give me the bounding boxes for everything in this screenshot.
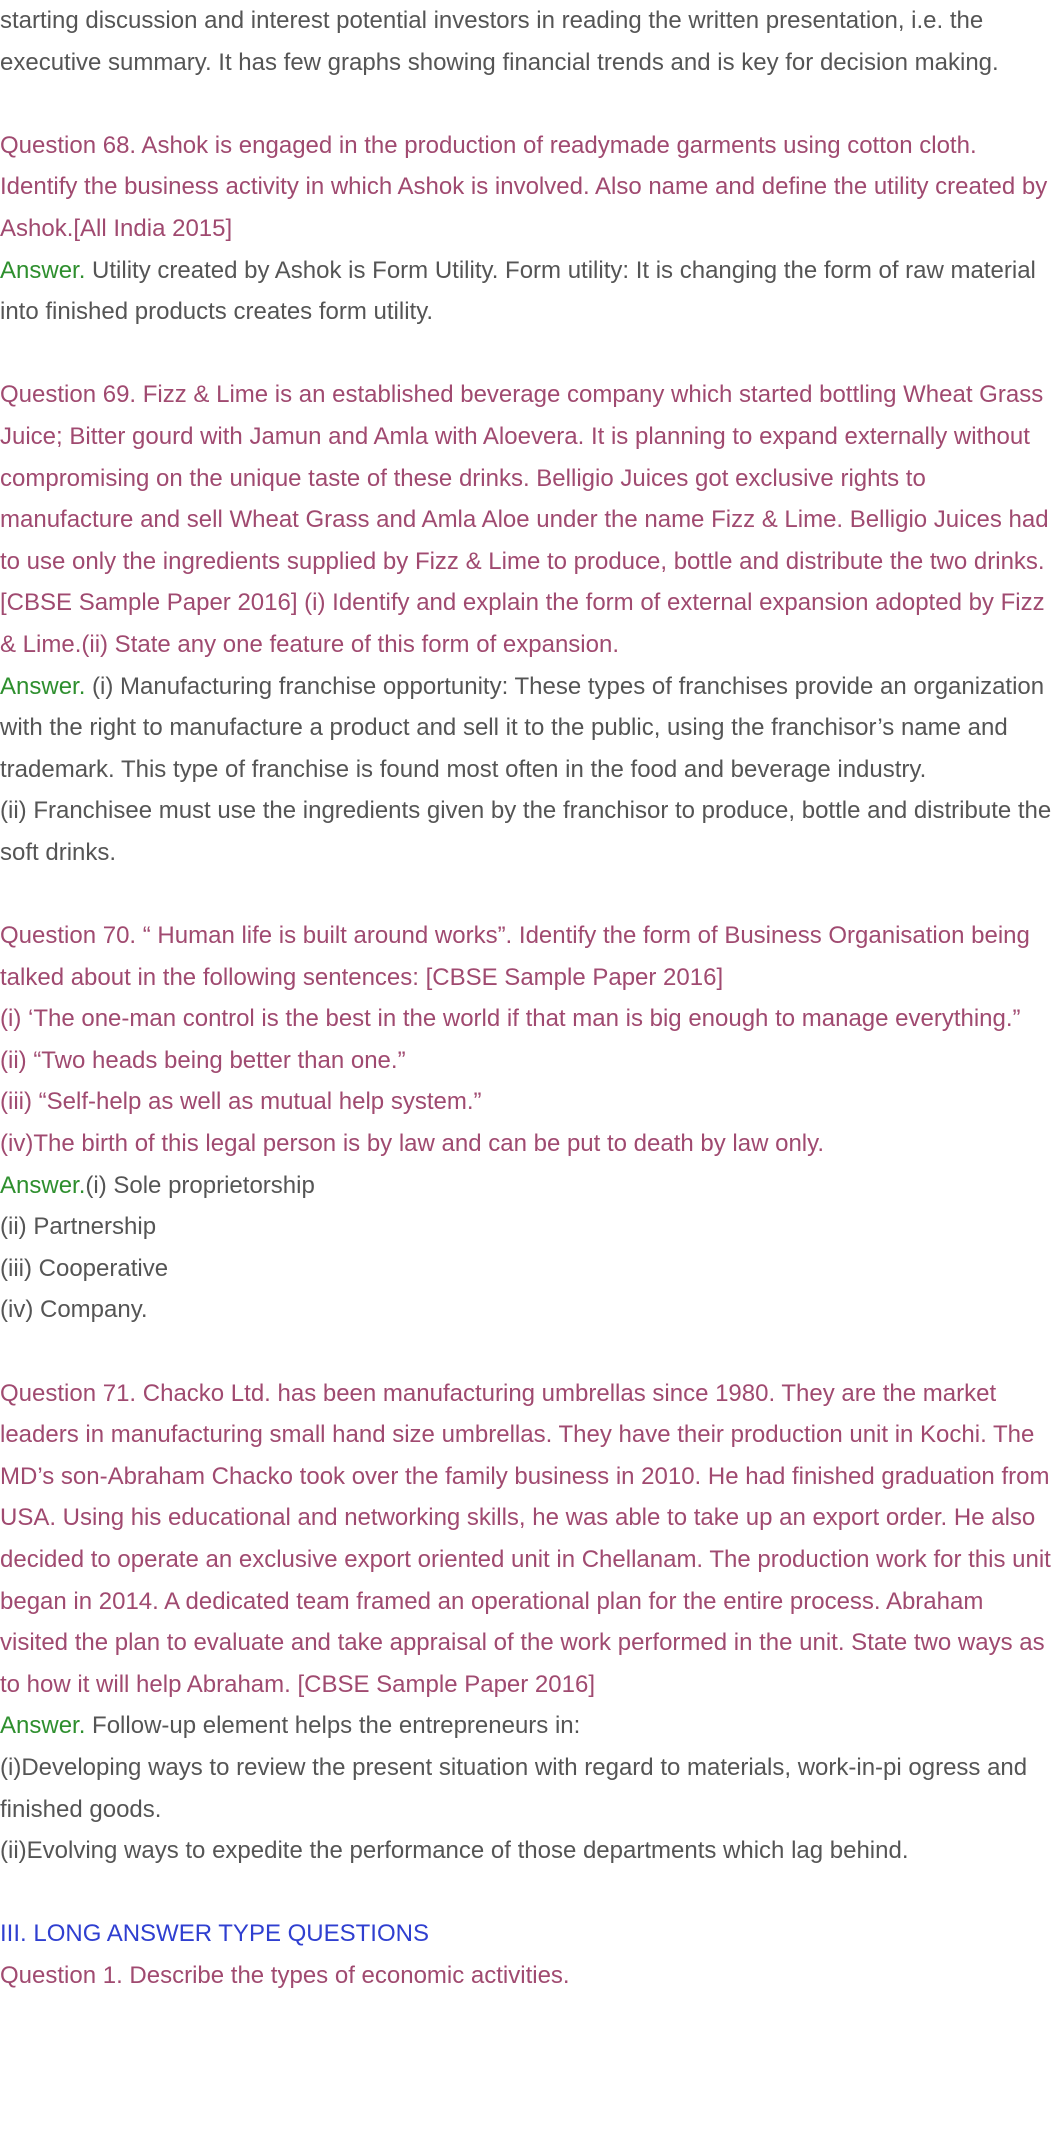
spacer [0, 83, 1052, 125]
long-question-1: Question 1. Describe the types of economic activities. [0, 1961, 570, 1989]
answer-70-item-3: (iii) Cooperative [0, 1254, 169, 1282]
answer-label: Answer. [0, 1171, 86, 1199]
question-71: Question 71. Chacko Ltd. has been manufacturing umbrellas since 1980. They are the market leaders in manufacturing small hand size umbrellas. They have their production unit in Kochi. The MD’s son-Abraham Chacko took over the family business in 2010. He had finished graduation from USA. Using his educational and networking skills, he was able to take up an export order. He also decided to operate an exclusive export oriented unit in Chellanam. The production work for this unit began in 2014. A dedicated team framed an operational plan for the entire process. Abraham visited the plan to evaluate and take appraisal of the work performed in the unit. State two ways as to how it will help Abraham. [CBSE Sample Paper 2016] [0, 1379, 1051, 1698]
question-70-item-3: (iii) “Self-help as well as mutual help system.” [0, 1088, 482, 1116]
answer-label: Answer. [0, 1712, 86, 1740]
answer-label: Answer. [0, 672, 86, 700]
answer-69-part-1 [0, 666, 1052, 791]
question-69: Question 69. Fizz & Lime is an established beverage company which started bottling Wheat Grass Juice; Bitter gourd with Jamun and Amla with Aloevera. It is planning to expand externally without compromising on the unique taste of these drinks. Belligio Juices got exclusive rights to manufacture and sell Wheat Grass and Amla Aloe under the name Fizz & Lime. Belligio Juices had to use only the ingredients supplied by Fizz & Lime to produce, bottle and distribute the two drinks. [CBSE Sample Paper 2016] (i) Identify and explain the form of external expansion adopted by Fizz & Lime.(ii) State any one feature of this form of expansion. [0, 381, 1049, 658]
question-70: Question 70. “ Human life is built around works”. Identify the form of Business Organisation being talked about in the following sentences: [CBSE Sample Paper 2016] [0, 922, 1030, 991]
answer-70-item-2: (ii) Partnership [0, 1213, 157, 1241]
answer-68-text: Utility created by Ashok is Form Utility. Form utility: It is changing the form of raw material into finished products creates form utility. [0, 256, 1036, 326]
answer-71-intro [0, 1705, 1052, 1747]
spacer [0, 1331, 1052, 1373]
spacer [0, 1872, 1052, 1914]
answer-71-item-1: (i)Developing ways to review the present situation with regard to materials, work-in-pi ogress and finished goods. [0, 1753, 1028, 1823]
spacer [0, 873, 1052, 915]
intro-line-1: starting discussion and interest potential investors in reading the written presentation, i.e. the [0, 7, 984, 34]
question-68: Question 68. Ashok is engaged in the production of readymade garments using cotton cloth. Identify the business activity in which Ashok is involved. Also name and define the utility created by Ashok.[All India 2015] [0, 131, 1048, 242]
question-70-item-1: (i) ‘The one-man control is the best in the world if that man is big enough to manage everything.” [0, 1005, 1021, 1033]
answer-label: Answer. [0, 256, 86, 284]
answer-70-text-1: (i) Sole proprietorship [85, 1171, 315, 1199]
question-70-item-4: (iv)The birth of this legal person is by law and can be put to death by law only. [0, 1130, 825, 1158]
answer-71-item-2: (ii)Evolving ways to expedite the performance of those departments which lag behind. [0, 1837, 909, 1865]
intro-paragraph [0, 0, 1052, 83]
answer-70-item-1 [0, 1165, 1052, 1207]
intro-line-2: executive summary. It has few graphs showing financial trends and is key for decision making. [0, 48, 999, 76]
section-heading: III. LONG ANSWER TYPE QUESTIONS [0, 1920, 429, 1948]
question-70-item-2: (ii) “Two heads being better than one.” [0, 1046, 406, 1074]
answer-68 [0, 250, 1052, 333]
answer-70-item-4: (iv) Company. [0, 1296, 148, 1324]
spacer [0, 333, 1052, 375]
answer-71-intro-text: Follow-up element helps the entrepreneurs in: [85, 1712, 581, 1740]
answer-69-part-2: (ii) Franchisee must use the ingredients given by the franchisor to produce, bottle and distribute the soft drinks. [0, 797, 1052, 866]
answer-69-text-1: (i) Manufacturing franchise opportunity: These types of franchises provide an organization with the right to manufacture a product and sell it to the public, using the franchisor’s name and trademark. This type of franchise is found most often in the food and beverage industry. [0, 672, 1045, 783]
